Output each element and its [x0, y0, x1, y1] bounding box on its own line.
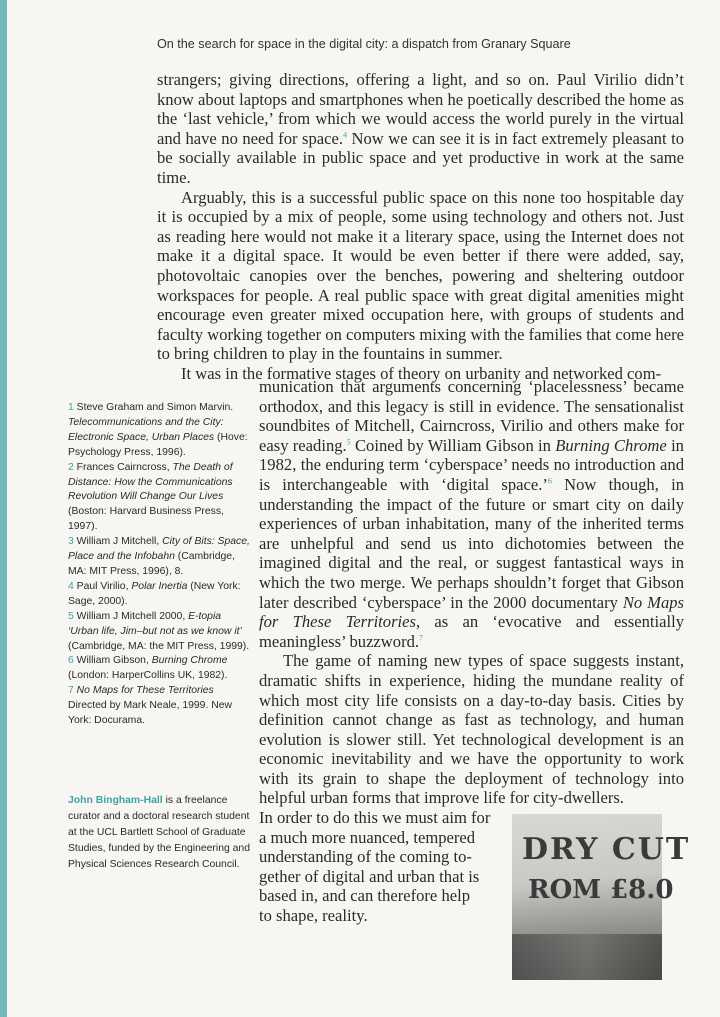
paragraph-2: Arguably, this is a successful public space on this none too hospitable day it is occupied by a mix of people, some using technology and others not. Just as reading here would not make it a literary space, using the Internet does not make it a digital space. It would be even better if there were added, say, photovoltaic canopies over the benches, powering and sheltering outdoor workspaces for people. A real public space with great digital amenities might encourage even greater mixed occupation here, with groups of students and faculty working together on computers mixing with the families that come here to bring children to play in the fountains in summer. [157, 187, 684, 364]
paragraph-5-line: to shape, reality. [259, 906, 368, 926]
paragraph-4: The game of naming new types of space suggests instant, dramatic shifts in experience, hiding the mundane reality of which most city life consists on a day-to-day basis. Cities by definition cannot change as fast as technology, and human evolution is slower still. Yet technological development is an economic inevitability and we have the opportunity to work with its grain to shape the deployment of technology into helpful urban forms that improve life for city-dwellers. [259, 651, 684, 808]
footnote-number: 1 [68, 402, 74, 413]
footnote-author: William J Mitchell, [76, 536, 163, 548]
footnote-publisher: (Hove: Psychology Press, 1996). [68, 431, 248, 458]
paragraph-1-text-a: strangers; giving directions, offering a light, and so on. Paul Virilio didn’t know about laptops and smartphones when he poetically described the home as the ‘last vehicle,’ from which we would access the world purely in the virtual and have no need for space. [157, 70, 684, 148]
running-head: On the search for space in the digital city: a dispatch from Granary Square [157, 37, 571, 51]
paragraph-3-text-b: Coined by William Gibson in [350, 435, 556, 455]
footnote-ref-6: 6 [547, 476, 552, 486]
paragraph-5-line: In order to do this we must aim for [259, 808, 491, 828]
paragraph-5-line: a much more nuanced, tempered [259, 827, 476, 847]
paragraph-1 [157, 70, 684, 188]
footnotes [68, 401, 250, 729]
paragraph-5-line: understanding of the coming to- [259, 847, 472, 867]
sign-line-1: DRY CUT [522, 832, 691, 867]
footnote-publisher: Directed by Mark Neale, 1999. New York: Docurama. [68, 700, 233, 727]
footnote-author: Paul Virilio, [76, 580, 132, 592]
footnote-title: Polar Inertia [131, 580, 188, 592]
footnote-publisher: (Cambridge, MA: MIT Press, 1996), 8. [68, 551, 235, 577]
footnote-number: 6 [68, 655, 74, 667]
paragraph-3-lead: It was in the formative stages of theory on urbanity and networked com- [181, 363, 662, 383]
paragraph-3-text-c: in 1982, the enduring term ‘cyberspace’ needs no introduction and is interchangeable with ‘digital space.’ [259, 435, 684, 494]
paragraph-3-text-e: , as an ‘evocative and essentially meaningless’ buzzword. [259, 612, 684, 651]
author-name: John Bingham-Hall [68, 795, 163, 806]
paragraph-3-text-a: munication that arguments concerning ‘placelessness’ became orthodox, and this legacy is still in evidence. The sensationalist soundbites of Mitchell, Cairncross, Virilio and others make for easy reading. [259, 377, 684, 455]
sign-line-2: ROM £8.0 [528, 875, 674, 905]
footnote-title: No Maps for These Territories [76, 685, 214, 697]
footnote [68, 580, 250, 610]
footnote-author: William J Mitchell 2000, [76, 610, 189, 622]
author-bio [68, 793, 250, 873]
footnote-title: Telecommunications and the City: Electronic Space, Urban Places [68, 416, 224, 443]
footnote-title: Burning Chrome [151, 655, 228, 667]
footnote-title: The Death of Distance: How the Communications Revolution Will Change Our Lives [68, 461, 233, 503]
author-bio-text: is a freelance curator and a doctoral research student at the UCL Bartlett School of Graduate Studies, funded by the Engineering and Physical Sciences Research Council. [68, 795, 250, 871]
footnote-ref-5: 5 [346, 437, 351, 447]
paragraph-5-line: gether of digital and urban that is [259, 866, 480, 886]
footnote [68, 401, 250, 461]
paragraph-1-text-b: Now we can see it is in fact extremely pleasant to be socially available in public space and yet productive in work at the same time. [157, 128, 684, 187]
footnote-number: 7 [68, 685, 74, 697]
street-sign-photo [512, 814, 691, 980]
footnote-number: 5 [68, 610, 74, 622]
page-edge-accent [0, 0, 7, 1017]
footnote-author: Steve Graham and Simon Marvin. [76, 402, 234, 413]
footnote-author: Frances Cairncross, [76, 461, 173, 473]
footnote [68, 654, 250, 684]
footnote-number: 2 [68, 461, 74, 473]
sign-lettering [512, 832, 691, 905]
title-no-maps: No Maps for These Territories [259, 592, 684, 632]
paragraph-5-line: based in, and can therefore help [259, 886, 471, 906]
main-text-column [157, 70, 684, 384]
footnote [68, 461, 250, 536]
footnote-title: E-topia ‘Urban life, Jim–but not as we know it’ [68, 610, 242, 637]
footnote [68, 684, 250, 729]
footnote-publisher: (London: HarperCollins UK, 1982). [68, 670, 228, 682]
footnote-number: 3 [68, 536, 74, 548]
footnote-ref-4: 4 [343, 130, 348, 140]
footnote-title: City of Bits: Space, Place and the Infobahn [68, 536, 250, 563]
paragraph-3-text-d: Now though, in understanding the impact of the future or smart city on daily experiences of urban inhabitation, many of the inherited terms are unhelpful and send us into dichotomies between the imagined digital and the real, or suggest fantastical ways in which the two merge. We perhaps shouldn’t forget that Gibson later described ‘cyberspace’ in the 2000 documentary [259, 474, 684, 612]
footnote [68, 610, 250, 655]
paragraph-3 [259, 377, 684, 651]
footnote-author: William Gibson, [76, 655, 152, 667]
footnote-ref-7: 7 [419, 633, 424, 643]
footnote [68, 535, 250, 580]
footnote-publisher: (Boston: Harvard Business Press, 1997). [68, 506, 224, 533]
footnote-number: 4 [68, 580, 74, 592]
title-burning-chrome: Burning Chrome [555, 435, 667, 455]
footnote-publisher: (Cambridge, MA: the MIT Press, 1999). [68, 640, 250, 652]
photo-shadow [512, 934, 662, 980]
footnote-publisher: (New York: Sage, 2000). [68, 580, 241, 607]
